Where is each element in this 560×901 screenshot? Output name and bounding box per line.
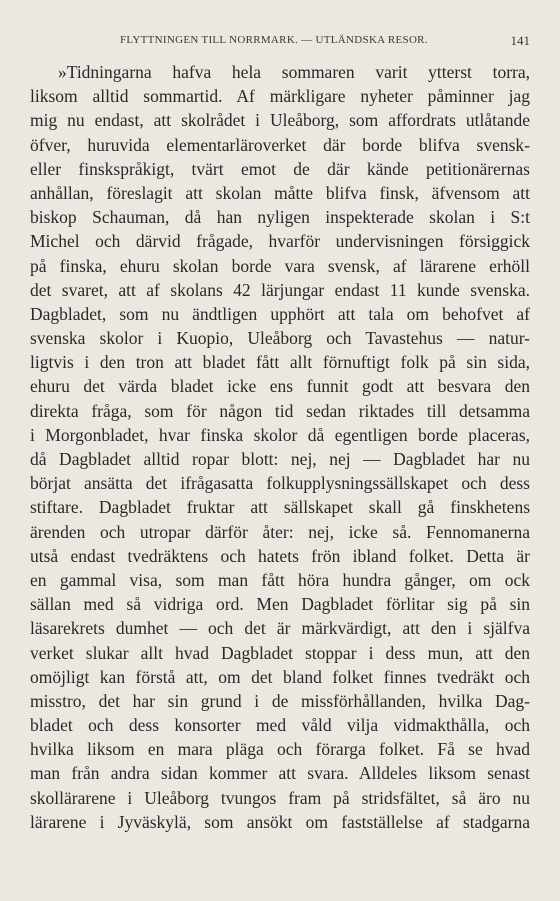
text-line: det svaret, att af skolans 42 lärjungar endast 11 kunde svenska. [30,279,530,300]
text-line: svenska skolor i Kuopio, Uleåborg och Tavastehus — natur- [30,328,530,349]
text-line: på finska, ehuru skolan borde vara svensk, af lärarene erhöll [30,255,530,276]
text-line: ärenden och utropar därför åter: nej, icke så. Fennomanerna [30,521,530,542]
text-line: läsarekrets dumhet — och det är märkvärdigt, att den i själfva [30,618,530,639]
text-line: ligtvis i den tron att bladet fått allt förnuftigt folk på sin sida, [30,352,530,373]
text-line: hvilka liksom en mara pläga och förarga folket. Få se hvad [30,739,530,760]
text-line: öfver, huruvida elementarläroverket där borde blifva svensk- [30,134,530,155]
text-line: skollärarene i Uleåborg tvungos fram på stridsfältet, så äro nu [30,787,530,808]
text-line: ehuru det värda bladet icke ens funnit godt att besvara den [30,376,530,397]
text-line: anhållan, föreslagit att skolan måtte blifva finsk, äfvensom att [30,182,530,203]
text-line: misstro, det har sin grund i de missförhållanden, hvilka Dag- [30,690,530,711]
text-line: »Tidningarna hafva hela sommaren varit ytterst torra, [58,62,530,82]
text-line: sällan med så vidriga ord. Men Dagbladet förlitar sig på sin [30,594,530,615]
text-line: mig nu endast, att skolrådet i Uleåborg, som affordrats utlåtande [30,110,530,131]
text-line: bladet och dess konsorter med våld vilja vidmakthålla, och [30,715,530,736]
text-line: Dagbladet, som nu ändtligen upphört att tala om behofvet af [30,303,530,324]
text-line: Michel och därvid frågade, hvarför undervisningen försiggick [30,231,530,252]
text-line: börjat ansätta det ifrågasatta folkupplysningssällskapet och dess [30,473,530,494]
text-line: direkta fråga, som för någon tid sedan riktades till detsamma [30,400,530,421]
running-head: FLYTTNINGEN TILL NORRMARK. — UTLÄNDSKA RESOR. [120,34,428,46]
body-text [30,60,530,834]
text-line: i Morgonbladet, hvar finska skolor då egentligen borde placeras, [30,424,530,445]
text-line: en gammal visa, som man fått höra hundra gånger, om ock [30,569,530,590]
page-header [120,34,530,52]
text-line: man från andra sidan kommer att svara. Alldeles liksom senast [30,763,530,784]
text-line: verket slukar allt hvad Dagbladet stoppar i dess mun, att den [30,642,530,663]
text-line: då Dagbladet alltid ropar blott: nej, nej — Dagbladet har nu [30,449,530,469]
text-line: biskop Schauman, då han nyligen inspekterade skolan i S:t [30,207,530,228]
text-line: utså endast tvedräktens och hatets frön ibland folket. Detta är [30,545,530,566]
page-number: 141 [510,33,530,48]
text-line: liksom alltid sommartid. Af märkligare nyheter påminner jag [30,86,530,107]
text-line: eller finskspråkigt, tvärt emot de där kände petitionärernas [30,158,530,179]
text-line: lärarene i Jyväskylä, som ansökt om fastställelse af stadgarna [30,811,530,832]
text-line: stiftare. Dagbladet fruktar att sällskapet skall gå finskhetens [30,497,530,518]
text-line: omöjligt kan förstå att, om det bland folket finnes tvedräkt och [30,666,530,687]
